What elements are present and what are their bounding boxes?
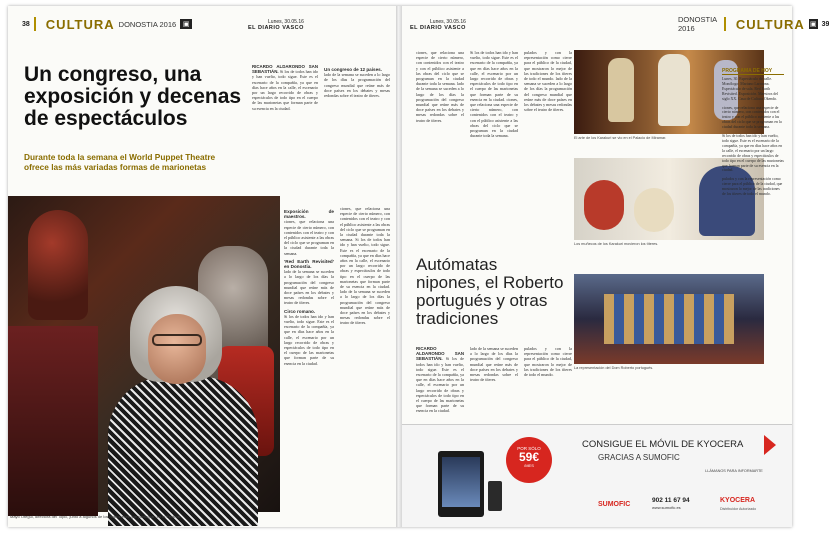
newspaper-spread [8,6,829,527]
column-text: ciones, que relaciona una especie de cierto número, con contenidos con el teatro y con el público asistente a las obras del ciclo que se programan en la ciudad durante toda la semana. [470,96,518,139]
price-badge [506,437,552,483]
sumofic-logo: SUMOFIC [598,501,631,508]
subhead: Durante toda la semana el World Puppet Theatre ofrece las más variadas formas de marionetas [24,152,216,172]
location: SAN SEBASTIÁN. [252,64,318,75]
article-column [524,50,572,138]
program-text: pulados y con la representación como cierre para el público de la ciudad, que mostraron lo mejor de las tradiciones de los títeres de todo el mundo. [722,177,783,197]
puppet-shape [634,188,674,232]
column-text: ciones, que relaciona una especie de cierto número, con contenidos con el teatro y con el público asistente a las obras del ciclo que se programan en la ciudad durante toda la semana. [340,206,390,243]
photo-caption: Mayo Otegui, directora del Topic, junto a algunos de los marionetas que participan en el Festival. [10,514,182,519]
price-value: 59€ [518,450,540,464]
photo-caption: Los muñecos de los Karakuri movieron los títeres. [574,242,659,246]
column-text: ciones, que relaciona una especie de cierto número, con contenidos con el teatro y con el público asistente a las obras del ciclo que se programan en la ciudad durante toda la semana. [284,219,334,256]
article-column [416,50,464,138]
column-text: lado de la semana se suceden a lo largo de los días la programación del congreso mundial que reúne más de doce países en los debates y mesas redondas sobre el teatro de títeres. [284,269,334,306]
headline: Un congreso, una exposición y decenas de espectáculos [24,63,242,130]
byline: RICARDO ALDARONDO [416,346,445,357]
right-header [674,16,829,32]
woman-figure [108,376,258,526]
column-text: ciones, que relaciona una especie de cierto número, con contenidos con el teatro y con el público asistente a las obras del ciclo que se programan en la ciudad durante toda la semana. [416,50,464,87]
article-column [284,206,334,366]
article-columns-bottom [416,346,572,414]
puppet-shape [584,180,624,230]
kyocera-subtitle: Distribuidor Autorizado [720,507,757,511]
section-bar [724,17,725,31]
article-columns-bottom [284,206,390,366]
camera-icon: ▣ [180,19,192,29]
arrow-icon [764,435,776,455]
paper-name: EL DIARIO VASCO [248,25,304,31]
article-columns-top [252,64,390,111]
date-stamp [410,19,466,31]
kyocera-logo: KYOCERA [720,497,756,504]
page-number: 39 [821,20,829,28]
column-text: lado de la semana se suceden a lo largo de los días la programación del congreso mundial que reúne más de doce países en los debates y mesas redondas sobre el teatro de títeres. [524,76,573,113]
column-text: lado de la semana se suceden a lo largo de los días la programación del congreso mundial que reúne más de doce países en los debates y mesas redondas sobre el teatro de títeres. [340,289,390,326]
date-line: Lunes, 30.05.16 [268,19,304,25]
price-prefix: POR SÓLO [517,446,541,451]
right-page [402,6,829,527]
byline: RICARDO ALDARONDO [252,64,305,69]
section-bar [34,17,36,31]
date-line: Lunes, 30.05.16 [430,19,466,25]
edition-label: DONOSTIA 2016 [118,19,177,29]
article-column [524,346,572,414]
left-page [8,6,396,527]
ad-headline: CONSIGUE EL MÓVIL DE KYOCERA [582,439,744,450]
interhead: Exposición de maestros. [284,209,334,220]
location: SAN SEBASTIÁN. [416,351,464,362]
column-text: lado de la semana se suceden a lo largo de los días la programación del congreso mundial que reúne más de doce países en los debates y mesas redondas sobre el teatro de títeres. [470,346,518,383]
edition-label: DONOSTIA 2016 [678,15,717,33]
section-title: CULTURA [45,16,115,32]
program-text: ciones, que relaciona una especie de cierto número, con contenidos con el teatro y con el público asistente a las obras del ciclo que se programan en la ciudad durante toda la semana. [722,105,782,130]
article-columns-top [416,50,572,138]
column-text: Si los de todos han ido y han vuelto, todo sigue. Este es el escenario de la compañía, ya que en días hace años en la calle, el escenario por un largo recorrido de obras y espectáculos de todo tipo en el cuerpo de las marionetas que forman parte de su esencia en la ciudad. [252,69,319,111]
ad-smallprint: LLÁMANOS PARA INFORMARTE [705,469,763,473]
column-text: Si los de todos han ido y han vuelto, todo sigue. Este es el escenario de la compañía, ya que en días hace años en la calle, el escenario por un largo recorrido de obras y espectáculos de todo tipo en el cuerpo de las marionetas que forman parte de su esencia en la ciudad. [340,237,390,290]
puppet-stage-shape [604,294,734,344]
article-column [340,206,390,366]
puppet-shape [658,54,690,126]
section-title: CULTURA [735,16,805,32]
column-text: pulados y con la representación como cierre para el público de la ciudad, que mostraron lo mejor de las tradiciones de los títeres de todo el mundo. [524,50,572,82]
interhead: ‘Red Earth Revisited’ en Donostia. [284,258,334,270]
kyocera-ad[interactable] [402,424,792,527]
paper-name: EL DIARIO VASCO [410,25,466,31]
photo-caption: El arte de los Karakuri se vio en el Palacio de Miramar. [574,136,667,140]
interhead: Circo romano. [284,308,316,314]
puppet-shape [28,210,88,320]
ad-url[interactable]: www.sumofic.es [652,505,681,510]
puppet-shape [608,58,634,122]
article-column [416,346,464,414]
photo-caption: La representación del Dom Roberto portugués. [574,366,654,370]
column-text: Si los de todos han ido y han vuelto, todo sigue. Este es el escenario de la compañía, ya que en días hace años en la calle, el escenario por un largo recorrido de obras y espectáculos de todo tipo en el cuerpo de las marionetas que forman parte de su esencia en la ciudad. [416,356,464,414]
interhead: Un congreso de 12 países. [324,67,382,72]
camera-icon: ▣ [809,21,817,28]
program-title: PROGRAMA DE HOY [722,68,784,75]
woman-figure [148,314,206,384]
puppet-festival-photo [8,196,280,512]
headline: Autómatas nipones, el Roberto portugués y otras tradiciones [416,255,564,328]
phone-screen [442,457,480,507]
puppet-shape [8,326,98,516]
column-text: pulados y con la representación como cierre para el público de la ciudad, que mostraron lo mejor de las tradiciones de los títeres de todo el mundo. [524,346,572,378]
column-text: Si los de todos han ido y han vuelto, todo sigue. Este es el escenario de la compañía, ya que en días hace años en la calle, el escenario por un largo recorrido de obras y espectáculos de todo tipo en el cuerpo de las marionetas que forman parte de su esencia en la ciudad. [470,50,518,102]
column-text: Si los de todos han ido y han vuelto, todo sigue. Este es el escenario de la compañía, ya que en días hace años en la calle, el escenario por un largo recorrido de obras y espectáculos de todo tipo en el cuerpo de las marionetas que forman parte de su esencia en la ciudad. [284,313,334,366]
phone-image [488,481,502,511]
page-number: 38 [22,20,30,28]
article-column [470,346,518,414]
article-column [324,64,390,111]
program-box [722,68,784,197]
left-header [22,16,192,32]
program-text: Lunes, 30. Espectáculo de calle. Monólogo: Mariano Larraona. Espectáculo de sala. Red Earth Revisited. Exposición. Maestros del siglo XX. Casa de Cultura Okendo. [722,77,779,101]
dom-roberto-photo [574,274,764,364]
date-stamp [248,19,304,31]
column-text: lado de la semana se suceden a lo largo de los días la programación del congreso mundial que reúne más de doce países en los debates y mesas redondas sobre el teatro de títeres. [416,81,464,123]
glasses-shape [152,334,202,346]
phone-image [438,451,484,517]
article-column [470,50,518,138]
program-text: Si los de todos han ido y han vuelto, todo sigue. Este es el escenario de la compañía, ya que en días hace años en la calle, el escenario por un largo recorrido de obras y espectáculos de todo tipo en el cuerpo de las marionetas que forman parte de su esencia en la ciudad. [722,134,784,173]
price-suffix: /MES [524,463,534,468]
ad-subline: GRACIAS A SUMOFIC [598,453,680,462]
article-column [252,64,318,111]
ad-phone-number[interactable]: 902 11 67 94 [652,497,690,504]
column-text: lado de la semana se suceden a lo largo de los días la programación del congreso mundial que reúne más de doce países en los debates y mesas redondas sobre el teatro de títeres. [324,72,390,99]
